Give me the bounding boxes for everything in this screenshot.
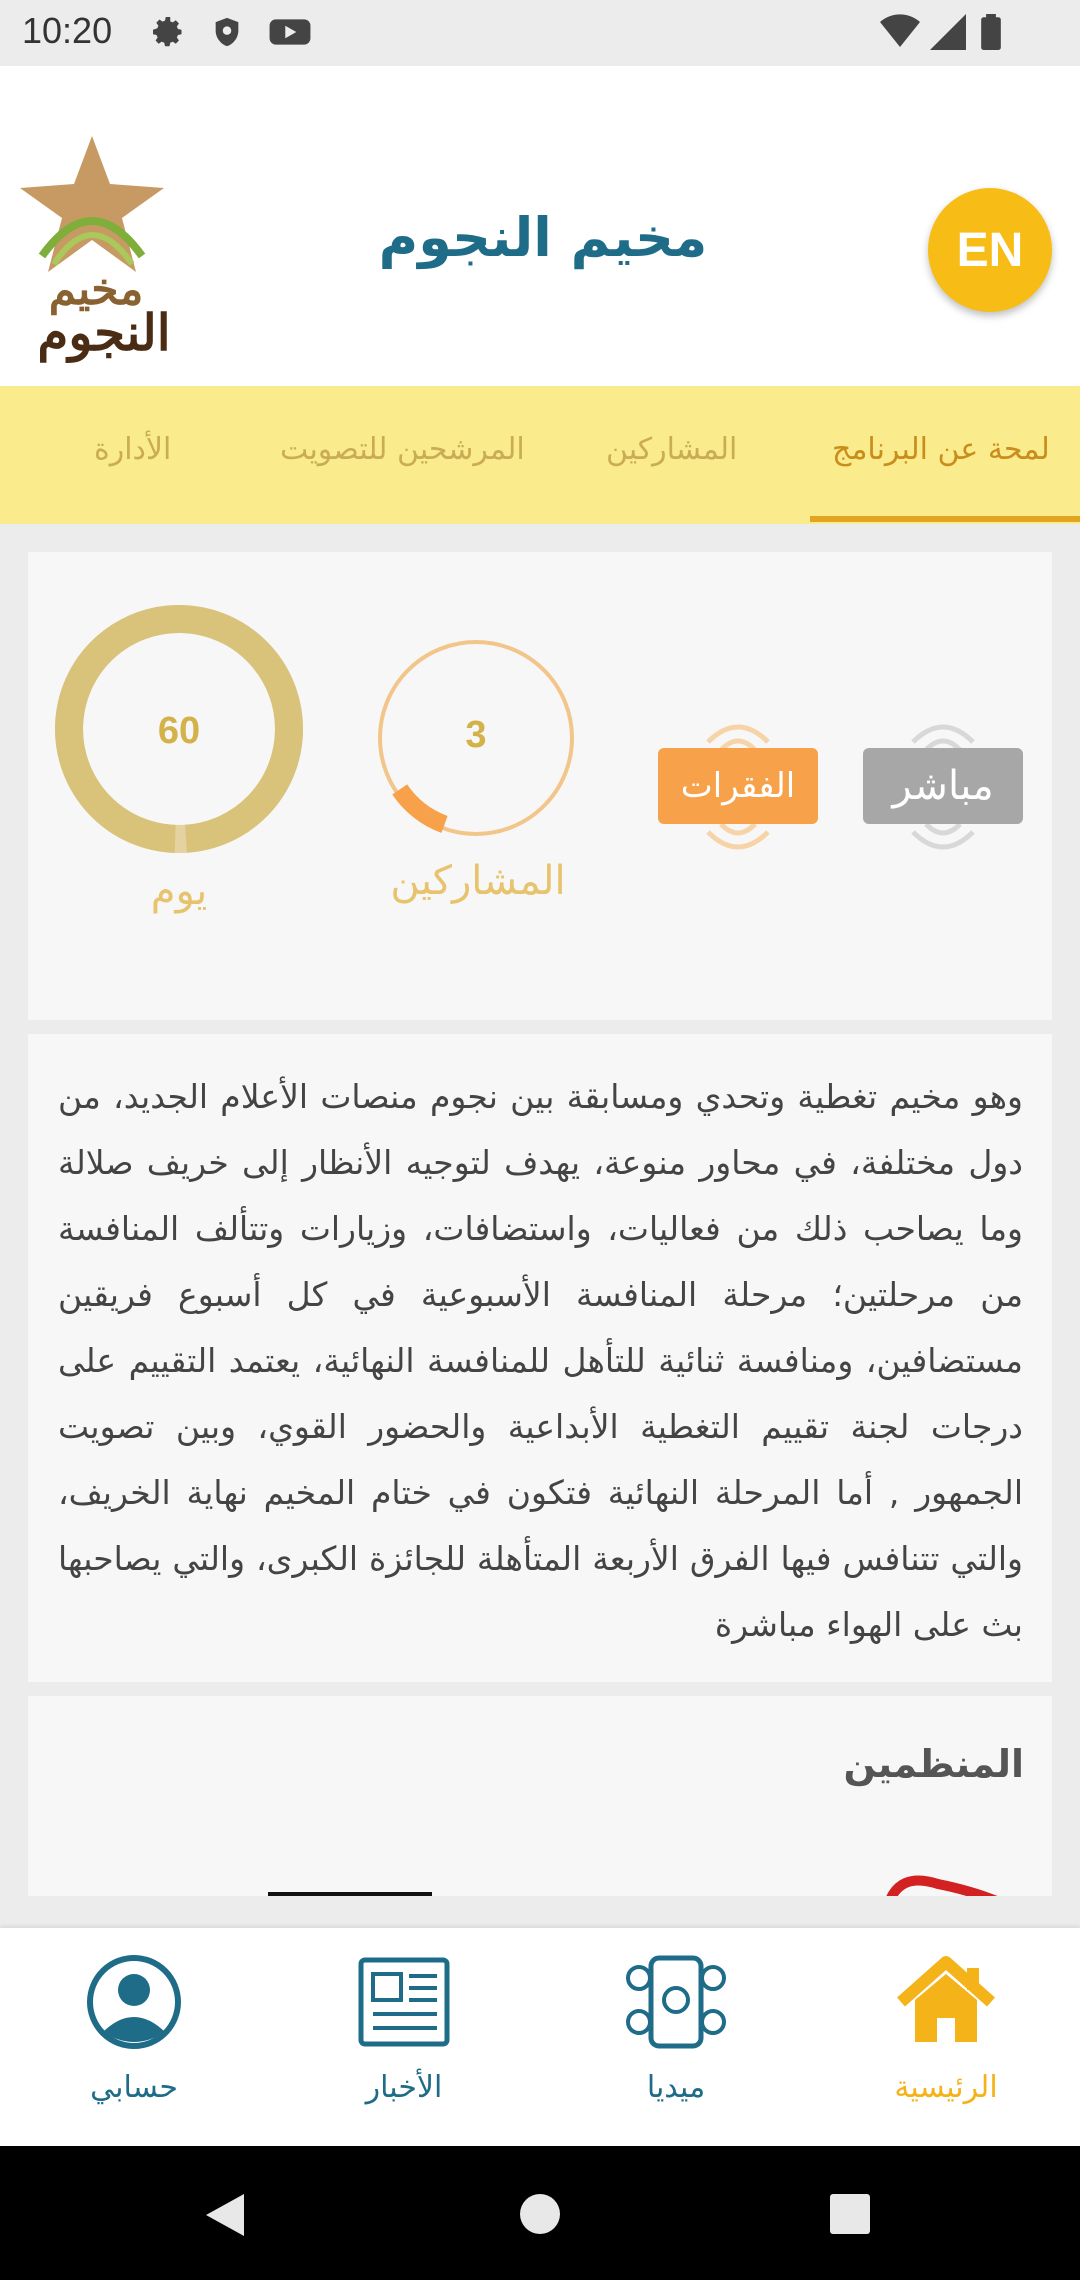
battery-icon — [980, 14, 1002, 50]
home-circle-icon[interactable] — [518, 2192, 562, 2236]
organizer-logo[interactable] — [878, 1866, 1018, 1896]
participants-value: 3 — [465, 714, 487, 756]
system-navigation-bar — [0, 2146, 1080, 2280]
logo-text-top: مخيم — [48, 264, 144, 315]
social-media-icon — [621, 1952, 731, 2052]
active-tab-indicator — [810, 516, 1080, 522]
organizers-title: المنظمين — [843, 1742, 1024, 1786]
days-label: يوم — [150, 868, 208, 914]
shield-icon — [210, 14, 244, 50]
top-tabs — [0, 386, 1080, 524]
tab-participants[interactable]: المشاركين — [606, 432, 738, 467]
recents-icon[interactable] — [830, 2194, 870, 2234]
signal-icon — [930, 14, 966, 50]
app-logo — [14, 136, 184, 366]
nav-media[interactable] — [576, 1952, 776, 2105]
program-description: وهو مخيم تغطية وتحدي ومسابقة بين نجوم منصات الأعلام الجديد، من دول مختلفة، في محاور منوعة، يهدف لتوجيه الأنظار إلى خريف صلالة وما يصاحب ذلك من فعاليات، واستضافات، وزيارات وتتألف المنافسة من مرحلتين؛ مرحلة المنافسة الأسبوعية في كل أسبوع فريقين مستضافين، ومنافسة ثنائية للتأهل للمنافسة النهائية، يعتمد التقييم على درجات لجنة تقييم التغطية الأبداعية والحضور القوي، وبين تصويت الجمهور , أما المرحلة النهائية فتكون في ختام المخيم نهاية الخريف، والتي تتنافس فيها الفرق الأربعة المتأهلة للجائزة الكبرى، والتي يصاحبها بث على الهواء مباشرة — [58, 1077, 1023, 1644]
back-icon[interactable] — [202, 2190, 248, 2240]
nav-label: حسابي — [90, 2070, 178, 2105]
participants-label: المشاركين — [390, 858, 566, 904]
items-button[interactable]: الفقرات — [658, 748, 818, 824]
description-card — [28, 1034, 1052, 1682]
tab-nominees[interactable]: المرشحين للتصويت — [280, 432, 525, 467]
tab-about[interactable]: لمحة عن البرنامج — [832, 432, 1050, 467]
organizers-card — [28, 1696, 1052, 1896]
nav-account[interactable] — [34, 1952, 234, 2105]
bottom-navigation — [0, 1928, 1080, 2146]
news-icon — [349, 1952, 459, 2052]
status-bar — [0, 0, 1080, 66]
youtube-icon — [268, 14, 312, 50]
account-icon — [79, 1952, 189, 2052]
nav-home[interactable] — [846, 1952, 1046, 2105]
tab-management[interactable]: الأدارة — [94, 432, 172, 467]
logo-text-bottom: النجوم — [37, 303, 171, 362]
home-icon — [891, 1952, 1001, 2052]
stats-card — [28, 552, 1052, 1020]
status-time: 10:20 — [22, 10, 113, 51]
live-button[interactable]: مباشر — [863, 748, 1023, 824]
days-value: 60 — [157, 710, 201, 752]
page-title: مخيم النجوم — [378, 206, 708, 269]
organizer-logo[interactable] — [268, 1892, 432, 1896]
language-switch-button[interactable]: EN — [928, 188, 1052, 312]
nav-news[interactable] — [304, 1952, 504, 2105]
app-header — [0, 66, 1080, 386]
settings-icon — [150, 14, 186, 50]
nav-label: ميديا — [646, 2070, 706, 2105]
nav-label: الرئيسية — [894, 2070, 998, 2105]
wifi-icon — [880, 14, 920, 50]
nav-label: الأخبار — [365, 2070, 443, 2105]
